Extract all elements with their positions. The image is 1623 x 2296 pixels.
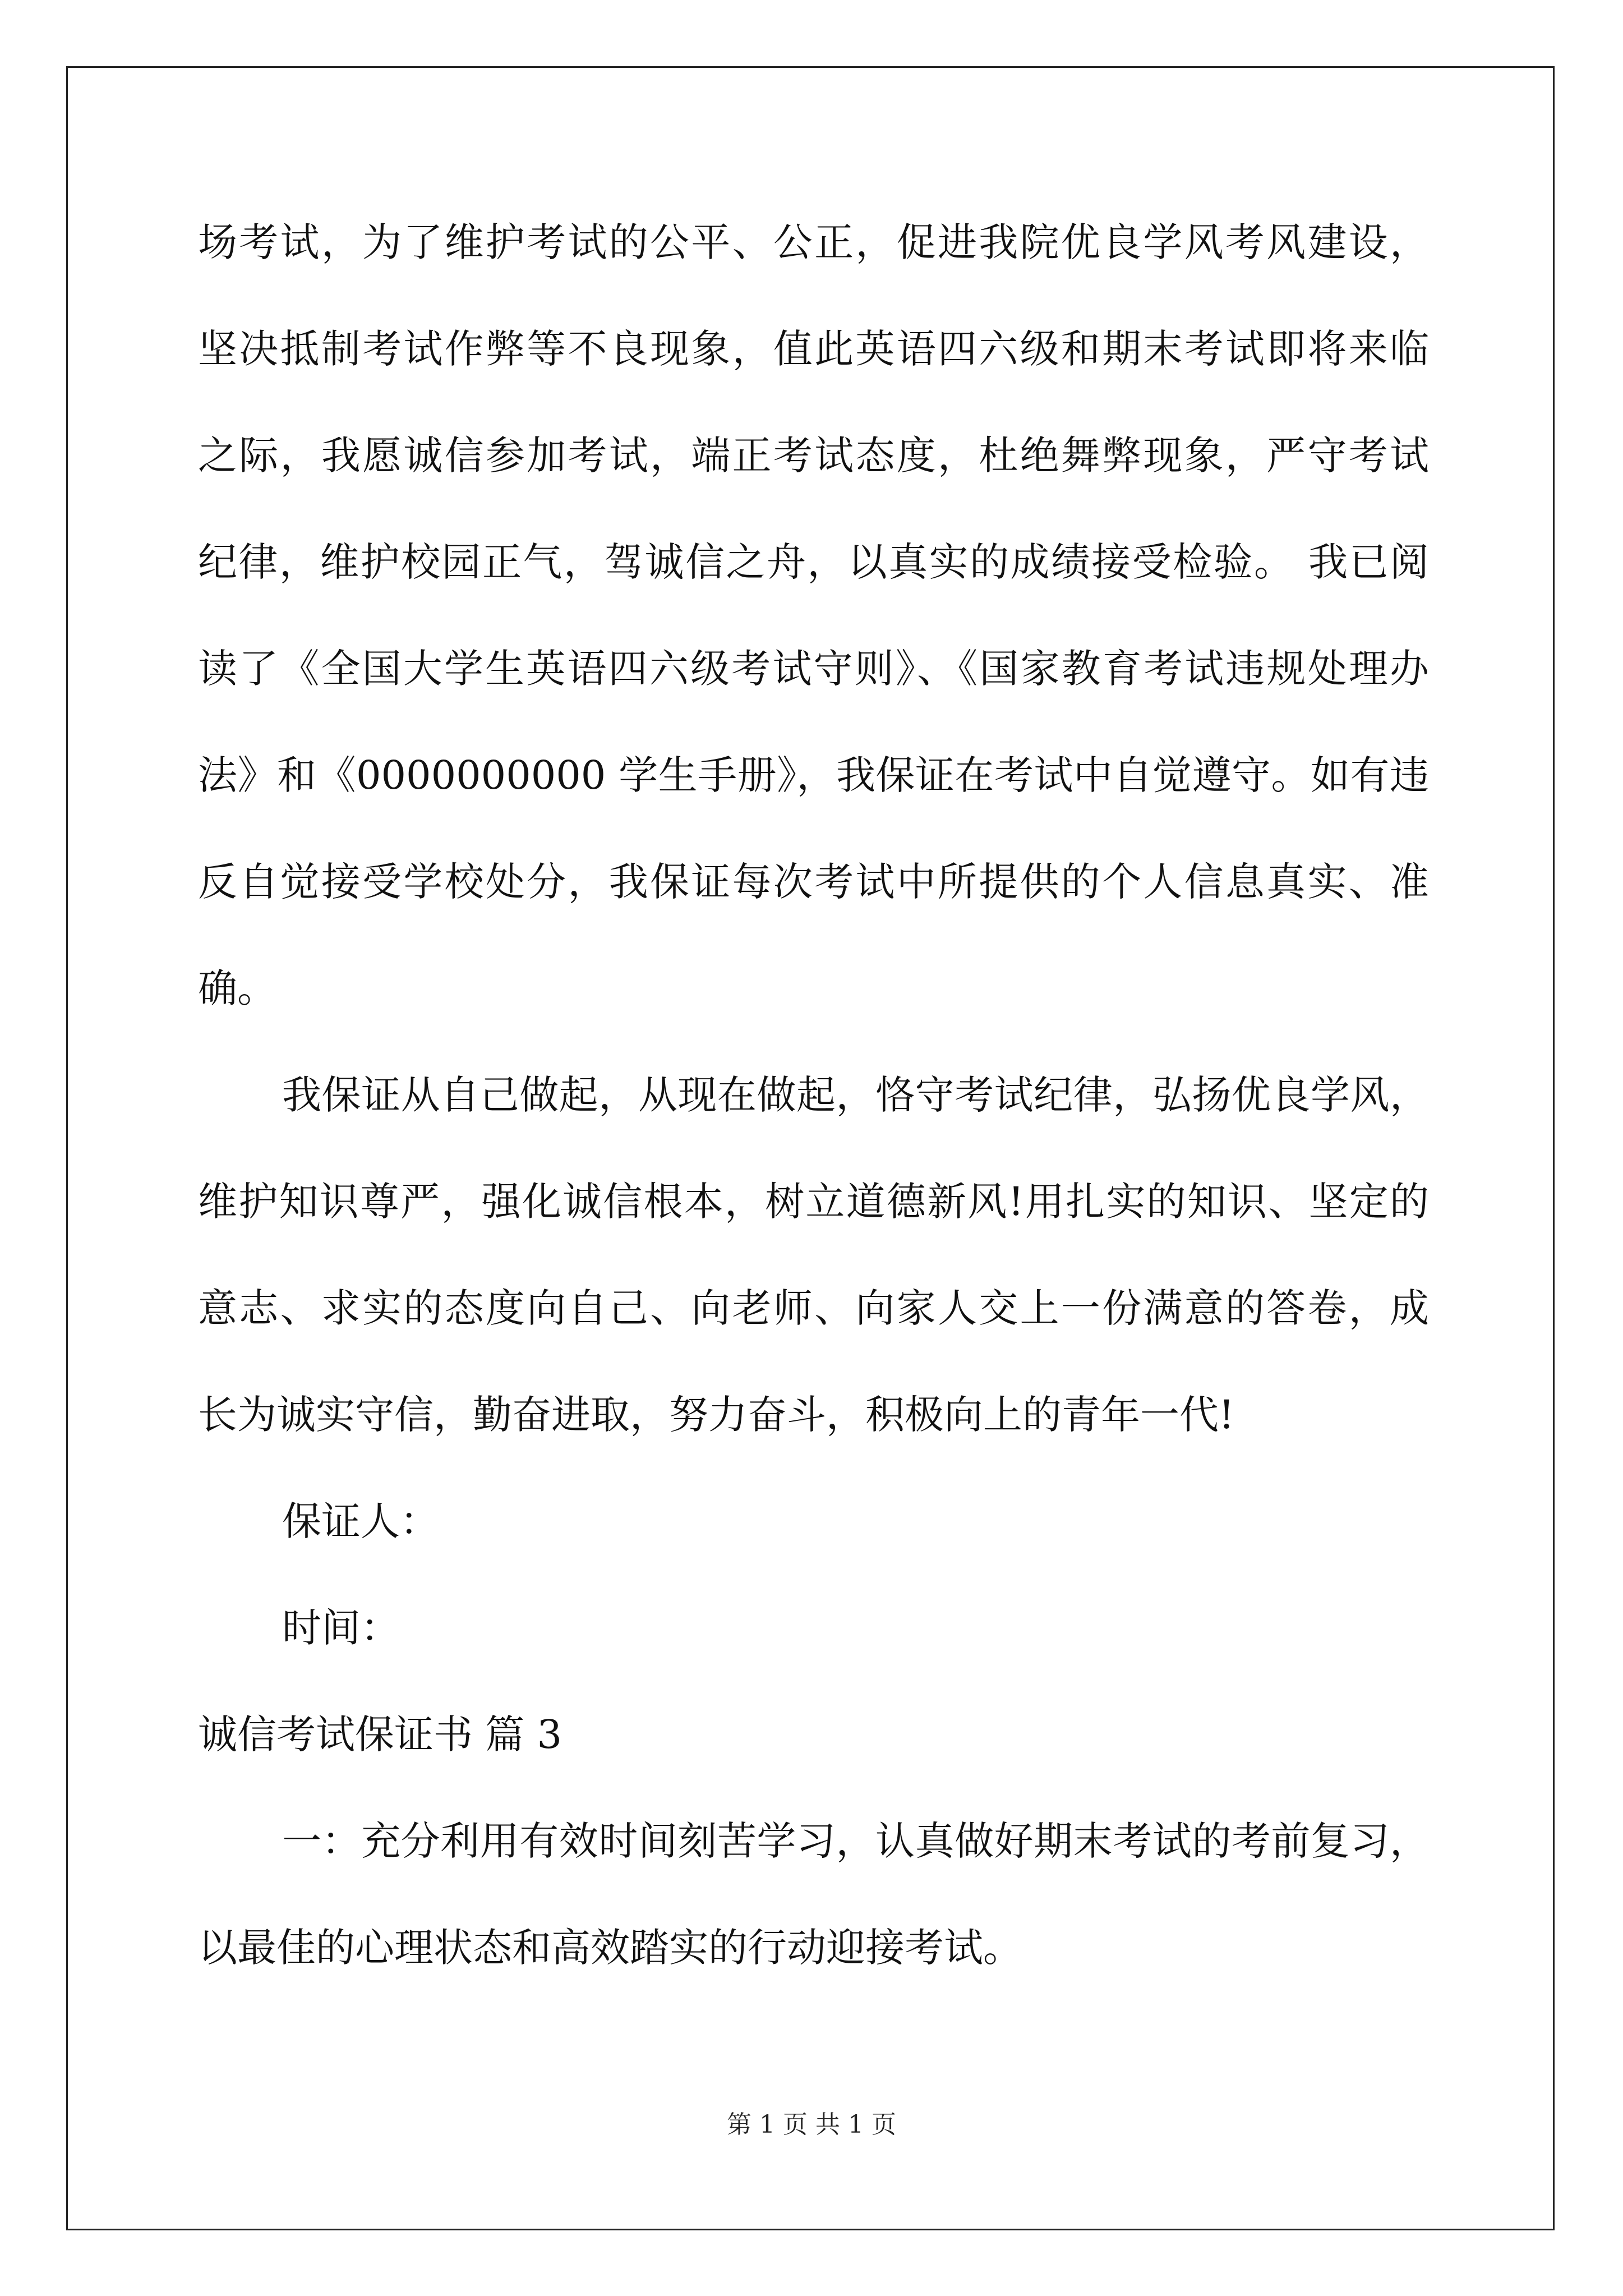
paragraph-start-line: 我保证从自己做起，从现在做起，恪守考试纪律，弘扬优良学风， [282,1072,1429,1118]
section-heading: 诚信考试保证书 篇 3 [198,1711,562,1757]
text-line: 法》和《0000000000 学生手册》，我保证在考试中自觉遵守。如有违 [198,752,1429,798]
page-number-footer: 第 1 页 共 1 页 [727,2110,896,2139]
guarantor-label: 保证人： [282,1498,439,1544]
time-label: 时间： [282,1605,400,1651]
text-line: 确。 [198,965,276,1011]
text-line: 读了《全国大学生英语四六级考试守则》、《国家教育考试违规处理办 [198,646,1429,692]
text-line: 长为诚实守信，勤奋进取，努力奋斗，积极向上的青年一代! [198,1392,1235,1438]
text-line: 坚决抵制考试作弊等不良现象，值此英语四六级和期末考试即将来临 [198,326,1429,372]
text-line: 场考试，为了维护考试的公平、公正，促进我院优良学风考风建设， [198,219,1429,265]
paragraph-start-line: 一：充分利用有效时间刻苦学习，认真做好期末考试的考前复习， [282,1818,1429,1864]
text-line: 反自觉接受学校处分，我保证每次考试中所提供的个人信息真实、准 [198,859,1429,905]
text-line: 以最佳的心理状态和高效踏实的行动迎接考试。 [198,1925,1022,1971]
page-border [66,66,1555,2230]
text-line: 意志、求实的态度向自己、向老师、向家人交上一份满意的答卷，成 [198,1285,1429,1331]
text-line: 维护知识尊严，强化诚信根本，树立道德新风!用扎实的知识、坚定的 [198,1179,1429,1225]
text-line: 之际，我愿诚信参加考试，端正考试态度，杜绝舞弊现象，严守考试 [198,432,1429,478]
text-line: 纪律，维护校园正气，驾诚信之舟，以真实的成绩接受检验。 我已阅 [198,539,1429,585]
